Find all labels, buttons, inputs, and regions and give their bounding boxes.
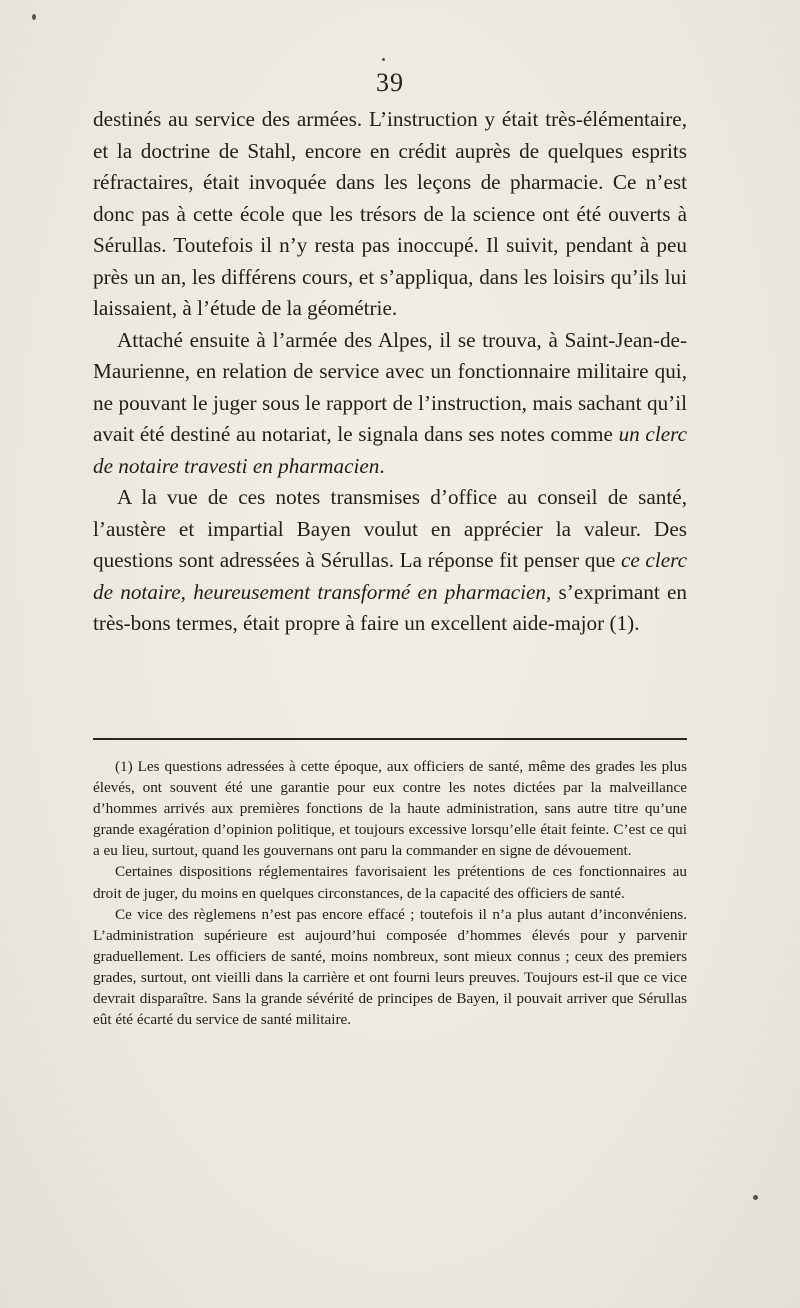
footnotes [93,756,687,1030]
paper-speck [753,1195,758,1200]
page-number: 39 [376,68,404,97]
paragraph-3-end: , s’exprimant en très-bons termes, était propre à faire un excellent aide-major (1). [93,579,687,635]
paragraph-2 [93,325,687,483]
paragraph-2-end: . [379,453,385,478]
footnote-rule [93,738,687,740]
paper-speck [382,58,385,61]
paragraph-3-text: A la vue de ces notes transmises d’office au conseil de santé, l’austère et impartial Bayen voulut en apprécier la valeur. Des questions sont adressées à Sérullas. La réponse fit penser que [93,485,687,572]
paragraph-3 [93,482,687,640]
paragraph-2-italic: un clerc de notaire travesti en pharmacien [93,422,687,478]
paragraph-3-italic: ce clerc de notaire, heureusement transformé en pharmacien [93,548,687,604]
paragraph-2-text: Attaché ensuite à l’armée des Alpes, il se trouva, à Saint-Jean-de-Maurienne, en relation de service avec un fonctionnaire militaire qui, ne pouvant le juger sous le rapport de l’instruction, mais sachant qu’il avait été destiné au notariat, le signala dans ses notes comme [93,327,687,446]
footnote-1: (1) Les questions adressées à cette époque, aux officiers de santé, même des grades les plus élevés, ont souvent été une garantie pour eux contre les notes dictées par la malveillance d’hommes arrivés aux premières fonctions de la haute administration, sans autre titre qu’une grande exagération d’opinion politique, et toujours excessive lorsqu’elle était feinte. C’est ce qui a eu lieu, surtout, quand les gouvernans ont paru la commander en signe de dévouement. [93,758,687,860]
paper-speck [32,14,36,20]
paragraph-1: destinés au service des armées. L’instruction y était très-élémentaire, et la doctrine de Stahl, encore en crédit auprès de quelques esprits réfractaires, était invoquée dans les leçons de pharmacie. Ce n’est donc pas à cette école que les trésors de la science ont été ouverts à Sérullas. Toutefois il n’y resta pas inoccupé. Il suivit, pendant à peu près un an, les différens cours, et s’appliqua, dans les loisirs qu’ils lui laissaient, à l’étude de la géométrie. [93,107,687,320]
main-text [93,104,687,640]
footnote-2: Certaines dispositions réglementaires favorisaient les prétentions de ces fonctionnaires au droit de juger, du moins en quelques circonstances, de la capacité des officiers de santé. [93,863,687,902]
footnote-3: Ce vice des règlemens n’est pas encore effacé ; toutefois il n’a plus autant d’inconvéniens. L’administration supérieure est aujourd’hui composée d’hommes élevés pour y parvenir graduellement. Les officiers de santé, moins nombreux, sont mieux connus ; ceux des premiers grades, surtout, ont vieilli dans la carrière et ont fourni leurs preuves. Toujours est-il que ce vice devrait disparaître. Sans la grande sévérité de principes de Bayen, il pouvait arriver que Sérullas eût été écarté du service de santé militaire. [93,905,687,1029]
